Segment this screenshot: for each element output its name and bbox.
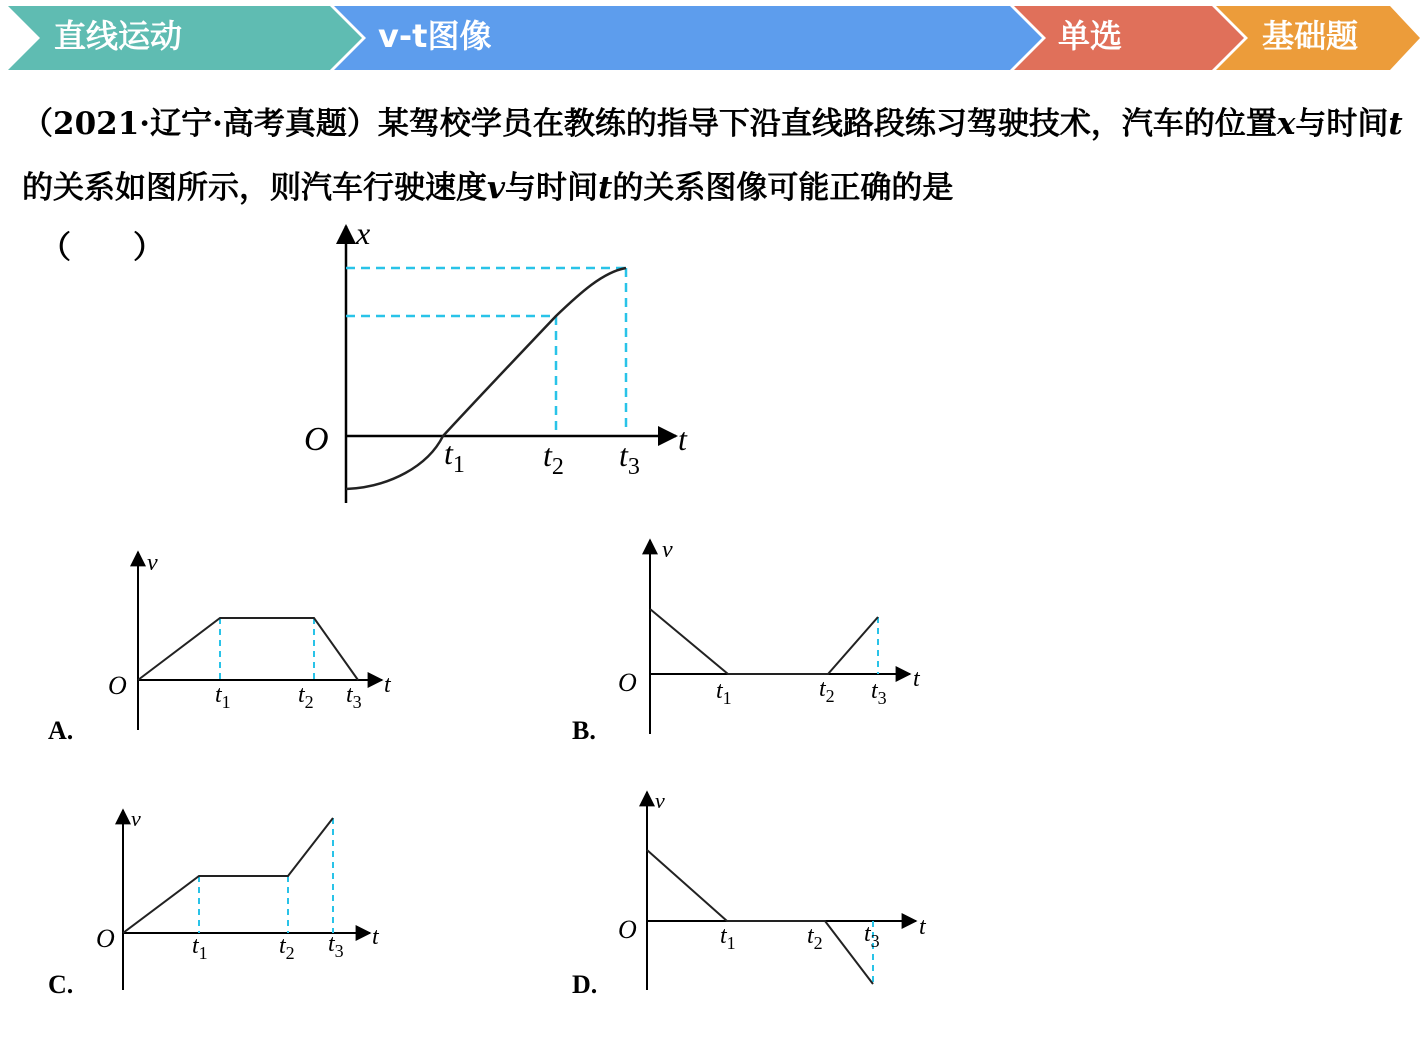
tick-t3: $t_3$ xyxy=(346,682,362,712)
question-text-part: 的关系图像可能正确的是 xyxy=(612,170,954,206)
tick-t1: $t_1$ xyxy=(215,682,231,712)
axis-label-v: v xyxy=(147,550,158,576)
question-text-part: 的关系如图所示，则汽车行驶速度 xyxy=(22,170,487,206)
question-text xyxy=(22,92,1407,220)
origin-label: O xyxy=(618,915,637,944)
option-a-label[interactable]: A. xyxy=(48,716,74,745)
tick-t1: $t_1$ xyxy=(192,933,208,963)
axis-label-x: x xyxy=(356,215,371,251)
tick-t3: $t_3$ xyxy=(619,437,640,480)
tick-t2: $t_2$ xyxy=(279,933,295,963)
v-t-line xyxy=(650,609,878,674)
var-x: x xyxy=(1276,106,1296,142)
axis-label-v: v xyxy=(655,788,665,813)
axis-label-t: t xyxy=(678,421,687,457)
tick-t2: $t_2$ xyxy=(819,676,835,706)
axis-label-v: v xyxy=(662,537,673,563)
origin-label: O xyxy=(304,421,329,458)
origin-label: O xyxy=(108,671,127,700)
question-text-part: 与时间 xyxy=(1295,106,1389,142)
var-v: v xyxy=(487,170,506,206)
banner-label-type: 单选 xyxy=(1058,17,1123,55)
tick-t3: $t_3$ xyxy=(328,931,344,961)
banner-arrows xyxy=(0,0,1423,72)
banner-label-difficulty: 基础题 xyxy=(1262,17,1359,55)
option-c-label[interactable]: C. xyxy=(48,970,74,999)
option-d-label[interactable]: D. xyxy=(572,970,598,999)
option-b-label[interactable]: B. xyxy=(572,716,596,745)
v-t-line xyxy=(138,618,358,680)
var-t: t xyxy=(1388,106,1403,142)
x-t-graph xyxy=(290,215,710,515)
banner-label-topic: 直线运动 xyxy=(54,17,183,55)
question-source: （2021·辽宁·高考真题） xyxy=(22,106,378,142)
axis-label-v: v xyxy=(131,806,141,831)
question-text-part: 某驾校学员在教练的指导下沿直线路段练习驾驶技术，汽车的位置 xyxy=(377,106,1277,142)
topic-banner xyxy=(0,0,1423,72)
tick-t2: $t_2$ xyxy=(298,682,314,712)
axis-label-t: t xyxy=(919,914,926,940)
axis-label-t: t xyxy=(372,924,379,950)
option-d-graph xyxy=(610,784,940,1000)
var-t: t xyxy=(598,170,613,206)
tick-t2: $t_2$ xyxy=(807,923,823,953)
option-c-graph xyxy=(90,800,400,1000)
v-t-line xyxy=(647,850,873,984)
axis-label-t: t xyxy=(913,666,920,692)
axis-label-t: t xyxy=(384,672,391,698)
guide-line xyxy=(220,618,314,680)
x-t-curve xyxy=(346,268,626,489)
banner-label-subtopic: v-t图像 xyxy=(378,17,492,55)
tick-t1: $t_1$ xyxy=(716,678,732,708)
answer-blank: （ ） xyxy=(40,230,164,266)
tick-t1: $t_1$ xyxy=(444,435,465,478)
tick-t2: $t_2$ xyxy=(543,437,564,480)
v-t-line xyxy=(123,818,333,933)
tick-t3: $t_3$ xyxy=(864,921,880,951)
origin-label: O xyxy=(96,924,115,953)
option-b-graph xyxy=(610,532,930,742)
option-a-graph xyxy=(100,540,410,740)
question-text-part: 与时间 xyxy=(505,170,599,206)
tick-t1: $t_1$ xyxy=(720,923,736,953)
banner-seg-3 xyxy=(1014,6,1244,70)
origin-label: O xyxy=(618,668,637,697)
tick-t3: $t_3$ xyxy=(871,678,887,708)
